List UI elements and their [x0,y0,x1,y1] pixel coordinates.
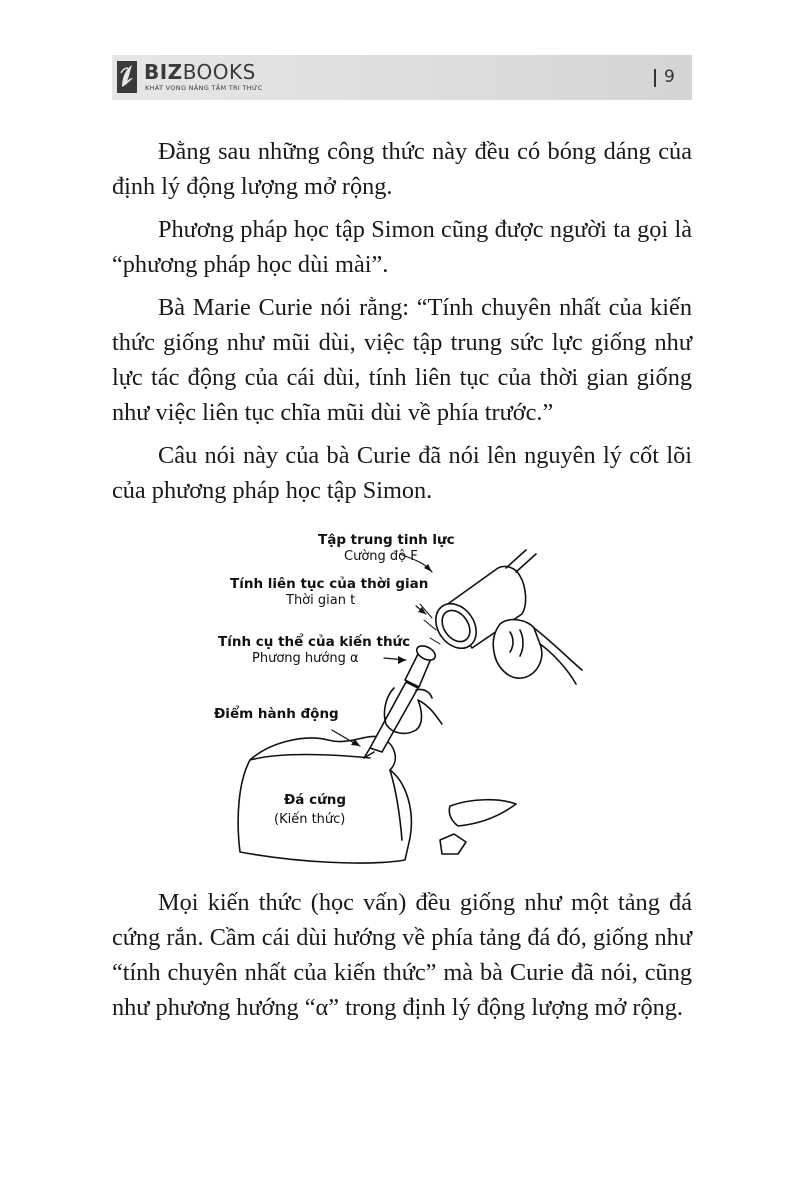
paragraph-3: Bà Marie Curie nói rằng: “Tính chuyên nhất của kiến thức giống như mũi dùi, việc tập trung sức lực giống như lực tác động của cái dùi, tính liên tục của thời gian giống như việc liên tục chĩa mũi dùi về phía trước.” [112,294,692,426]
paragraph-4: Câu nói này của bà Curie đã nói lên nguyên lý cốt lõi của phương pháp học tập Simon. [112,442,692,504]
hammer-chisel-figure [210,520,590,870]
paragraph-5: Mọi kiến thức (học vấn) đều giống như một tảng đá cứng rắn. Cầm cái dùi hướng về phía tảng đá đó, giống như “tính chuyên nhất của kiến thức” mà bà Curie đã nói, cũng như phương hướng “α” trong định lý động lượng mở rộng. [112,889,692,1021]
rock-sub-label: (Kiến thức) [274,812,346,827]
rock-label: Đá cứng [284,792,347,808]
hammer-chisel-illustration [210,520,590,870]
page-number-divider [654,69,656,87]
page-header [112,55,692,100]
focus-sub-label: Cường độ F [344,549,418,564]
continuity-label: Tính liên tục của thời gian [230,576,429,592]
continuity-sub-label: Thời gian t [286,593,356,608]
action-point-label: Điểm hành động [214,706,339,722]
bizbooks-logo-icon [116,59,138,95]
paragraph-2: Phương pháp học tập Simon cũng được người ta gọi là “phương pháp học dùi mài”. [112,216,692,278]
brand-name: BIZBOOKS [144,60,256,84]
brand-tagline: KHÁT VỌNG NÂNG TẦM TRI THỨC [145,84,263,92]
focus-label: Tập trung tinh lực [318,532,455,548]
specific-sub-label: Phương hướng α [252,651,359,666]
page-number: 9 [664,67,675,87]
paragraph-1: Đằng sau những công thức này đều có bóng dáng của định lý động lượng mở rộng. [112,138,692,200]
specific-label: Tính cụ thể của kiến thức [218,634,411,650]
